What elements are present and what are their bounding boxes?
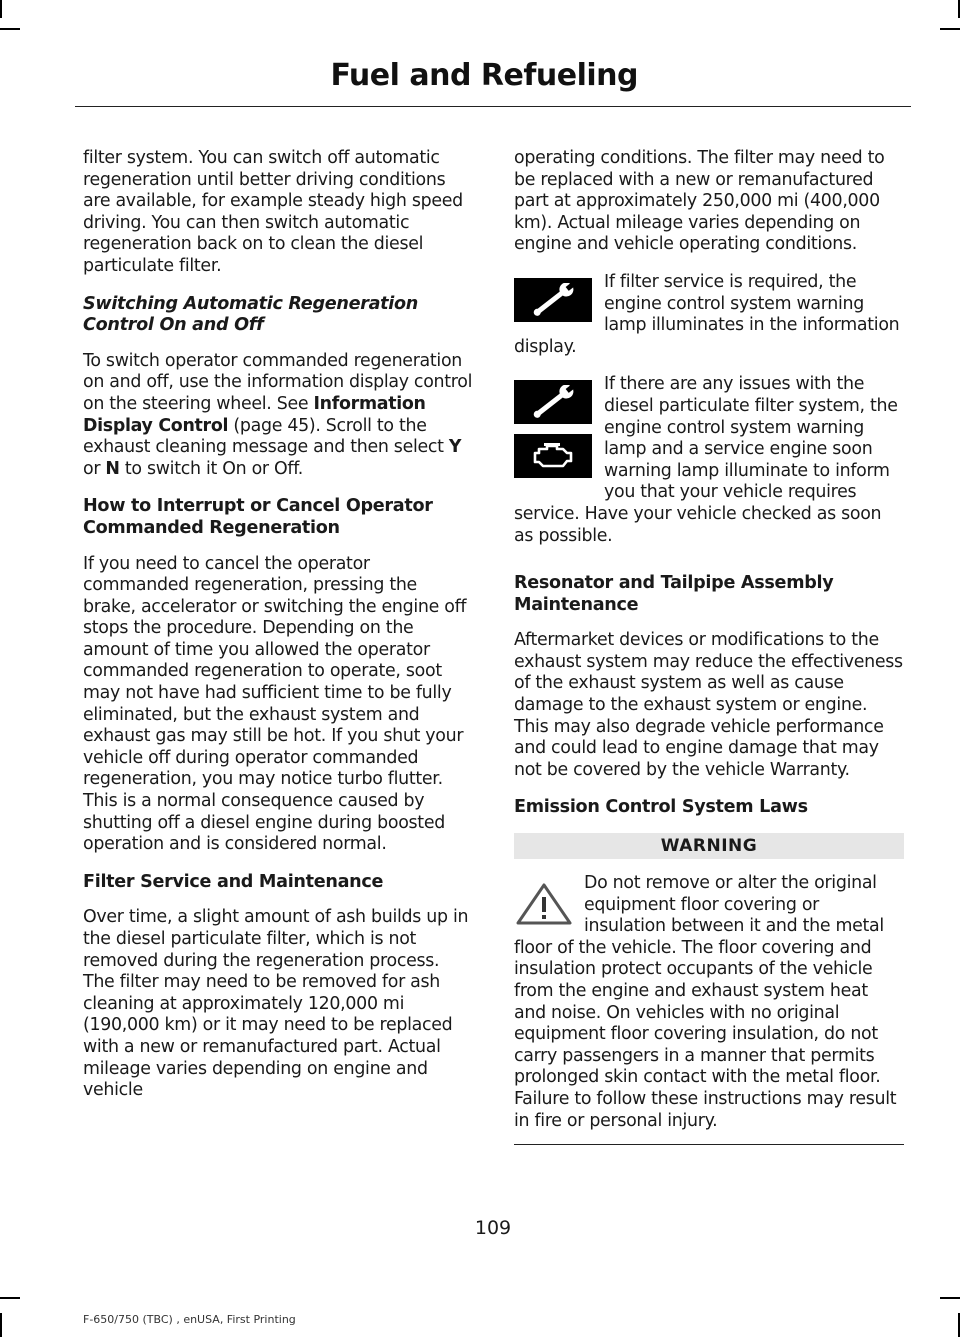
page-title: Fuel and Refueling [330, 58, 638, 93]
crop-mark [0, 1297, 20, 1299]
right-column [514, 148, 904, 1145]
check-engine-icon [514, 434, 592, 478]
warning-triangle-icon [514, 881, 574, 927]
icon-note [514, 272, 904, 374]
crop-mark [0, 0, 2, 18]
paragraph: If you need to cancel the operator commanded regeneration, pressing the brake, accelerator or switching the engine off stops the procedure. Depending on the amount of time you allowed the operator commanded regeneration to operate, soot may not have had sufficient time to be fully eliminated, but the exhaust system and exhaust gas may still be hot. If you shut your vehicle off during operator commanded regeneration, you may notice turbo flutter. This is a normal consequence caused by shutting off a diesel engine during boosted operation and is considered normal. [83, 553, 467, 855]
warning-note [514, 873, 904, 1136]
section-heading: Resonator and Tailpipe Assembly Maintenance [514, 573, 834, 615]
paragraph: If filter service is required, the engine control system warning lamp illuminates in the information display. [514, 271, 900, 357]
wrench-icon [514, 380, 592, 424]
section-heading: Emission Control System Laws [514, 797, 808, 818]
warning-end-rule [514, 1144, 904, 1145]
left-column [83, 148, 473, 1118]
section-heading: Filter Service and Maintenance [83, 871, 384, 892]
warning-text: Do not remove or alter the original equipment floor covering or insulation between it and the metal floor of the vehicle. The floor covering and insulation protect occupants of the vehicle from the engine and exhaust system heat and noise. On vehicles with no original equipment floor covering insulation, do not carry passengers in a manner that permits prolonged skin contact with the metal floor. Failure to follow these instructions may result in fire or personal injury. [514, 873, 897, 1131]
section-heading: How to Interrupt or Cancel Operator Commanded Regeneration [83, 496, 433, 538]
crop-mark [940, 28, 960, 30]
paragraph: To switch operator commanded regeneration on and off, use the information display control on the steering wheel. See Information Display Control (page 45). Scroll to the exhaust cleaning message and then select Y or N to switch it On or Off. [83, 350, 473, 479]
icon-stack [514, 374, 592, 488]
footer-text: F-650/750 (TBC) , enUSA, First Printing [83, 1313, 296, 1326]
paragraph: operating conditions. The filter may need to be replaced with a new or remanufactured part at approximately 250,000 mi (400,000 km). Actual mileage varies depending on engine and vehicle operating conditions. [514, 148, 885, 255]
paragraph: filter system. You can switch off automatic regeneration until better driving conditions are available, for example steady high speed driving. You can then switch automatic regeneration back on to clean the diesel particulate filter. [83, 148, 463, 276]
warning-banner: WARNING [514, 833, 904, 859]
icon-note [514, 374, 904, 563]
crop-mark [0, 28, 20, 30]
cross-reference-link[interactable]: Information Display Control [83, 393, 426, 436]
page-number: 109 [474, 1217, 512, 1239]
section-heading: Switching Automatic Regeneration Control On and Off [83, 293, 419, 336]
wrench-icon [514, 278, 592, 322]
header-rule [75, 106, 911, 107]
crop-mark [940, 1297, 960, 1299]
paragraph: If there are any issues with the diesel particulate filter system, the engine control system warning lamp and a service engine soon warning lamp illuminate to inform you that your vehicle requires service. Have your vehicle checked as soon as possible. [514, 374, 898, 546]
paragraph: Over time, a slight amount of ash builds up in the diesel particulate filter, which is not removed during the regeneration process. The filter may need to be removed for ash cleaning at approximately 120,000 mi (190,000 km) or it may need to be replaced with a new or remanufactured part. Actual mileage varies depending on engine and vehicle [83, 907, 469, 1101]
crop-mark [0, 1313, 2, 1337]
paragraph: Aftermarket devices or modifications to the exhaust system may reduce the effectiveness of the exhaust system as well as cause damage to the exhaust system or engine. This may also degrade vehicle performance and could lead to engine damage that may not be covered by the vehicle Warranty. [514, 630, 903, 780]
